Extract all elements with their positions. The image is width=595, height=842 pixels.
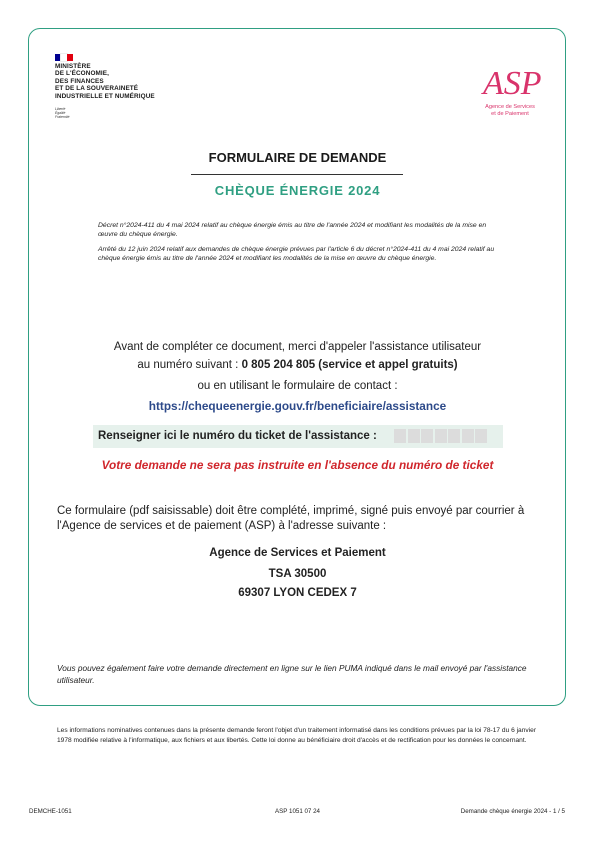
- ticket-digit-box[interactable]: [475, 429, 487, 443]
- online-request-note: Vous pouvez également faire votre demande directement en ligne sur le lien PUMA indiqué dans le mail envoyé par l'assistance utilisateur.: [57, 663, 527, 685]
- ministry-name: [55, 63, 155, 100]
- decree-reference: Décret n°2024-411 du 4 mai 2024 relatif au chèque énergie émis au titre de l'année 2024 et modifiant les modalités de la mise en œuvre du chèque énergie.: [98, 222, 487, 238]
- mailing-instructions: Ce formulaire (pdf saisissable) doit être complété, imprimé, signé puis envoyé par courrier à l'Agence de services et de paiement (ASP) à l'adresse suivante :: [57, 505, 525, 532]
- assistance-link[interactable]: https://chequeenergie.gouv.fr/beneficiaire/assistance: [148, 399, 447, 413]
- ticket-digit-box[interactable]: [394, 429, 406, 443]
- motto-line: Liberté: [55, 107, 66, 111]
- footer-reference: ASP 1051 07 24: [275, 808, 320, 815]
- phone-prefix: au numéro suivant :: [137, 359, 242, 371]
- ticket-digit-box[interactable]: [408, 429, 420, 443]
- title-divider: [191, 174, 403, 175]
- address-line: TSA 30500: [268, 568, 327, 580]
- form-title: FORMULAIRE DE DEMANDE: [208, 150, 387, 165]
- french-flag-icon: [55, 54, 73, 61]
- ticket-digit-box[interactable]: [421, 429, 433, 443]
- assistance-contact-intro: ou en utilisant le formulaire de contact :: [197, 380, 398, 392]
- asp-logo-icon: [480, 56, 542, 104]
- ministry-line: DES FINANCES: [55, 77, 104, 85]
- asp-logo-caption: [480, 104, 540, 117]
- ministry-line: ET DE LA SOUVERAINETÉ: [55, 85, 139, 93]
- decree-reference: Arrêté du 12 juin 2024 relatif aux demandes de chèque énergie prévues par l'article 6 du décret n°2024-411 du 4 mai 2024 relatif au chèque énergie émis au titre de l'année 2024 et modifiant les modalités de la mise en œuvre du chèque énergie.: [98, 246, 495, 262]
- motto-line: Fraternité: [55, 115, 70, 119]
- assistance-intro: Avant de compléter ce document, merci d'appeler l'assistance utilisateur: [113, 341, 482, 353]
- address-line: Agence de Services et Paiement: [209, 547, 386, 559]
- assistance-phone: 0 805 204 805 (service et appel gratuits): [241, 359, 458, 371]
- asp-caption-line: Agence de Services: [485, 104, 535, 110]
- ticket-number-input[interactable]: [394, 429, 489, 443]
- ticket-warning: Votre demande ne sera pas instruite en l'absence du numéro de ticket: [101, 458, 494, 472]
- ministry-line: INDUSTRIELLE ET NUMÉRIQUE: [55, 92, 155, 100]
- form-subtitle: CHÈQUE ÉNERGIE 2024: [214, 183, 381, 198]
- ticket-digit-box[interactable]: [448, 429, 460, 443]
- ticket-field-row: [93, 425, 503, 448]
- ministry-line: MINISTÈRE: [55, 63, 91, 70]
- assistance-phone-line: [0, 359, 595, 371]
- ticket-digit-box[interactable]: [462, 429, 474, 443]
- legal-notice: Les informations nominatives contenues dans la présente demande feront l'objet d'un traitement informatisé dans les conditions prévues par la loi 78-17 du 6 janvier 1978 modifiée relative à l'informatique, aux fichiers et aux libertés. Cette loi donne au bénéficiaire droit d'accès et de rectification pour les données le concernant.: [57, 727, 537, 744]
- ticket-digit-box[interactable]: [435, 429, 447, 443]
- asp-caption-line: et de Paiement: [491, 110, 529, 117]
- footer-page-info: Demande chèque énergie 2024 - 1 / 5: [460, 808, 565, 815]
- footer-form-code: DEMCHE-1051: [29, 808, 72, 815]
- asp-logo-mark: ASP: [483, 65, 542, 102]
- ministry-line: DE L'ÉCONOMIE,: [55, 70, 110, 78]
- motto-line: Égalité: [55, 111, 66, 115]
- ticket-label: Renseigner ici le numéro du ticket de l'assistance :: [98, 430, 377, 442]
- republic-motto: [55, 107, 70, 119]
- address-line: 69307 LYON CEDEX 7: [238, 587, 357, 599]
